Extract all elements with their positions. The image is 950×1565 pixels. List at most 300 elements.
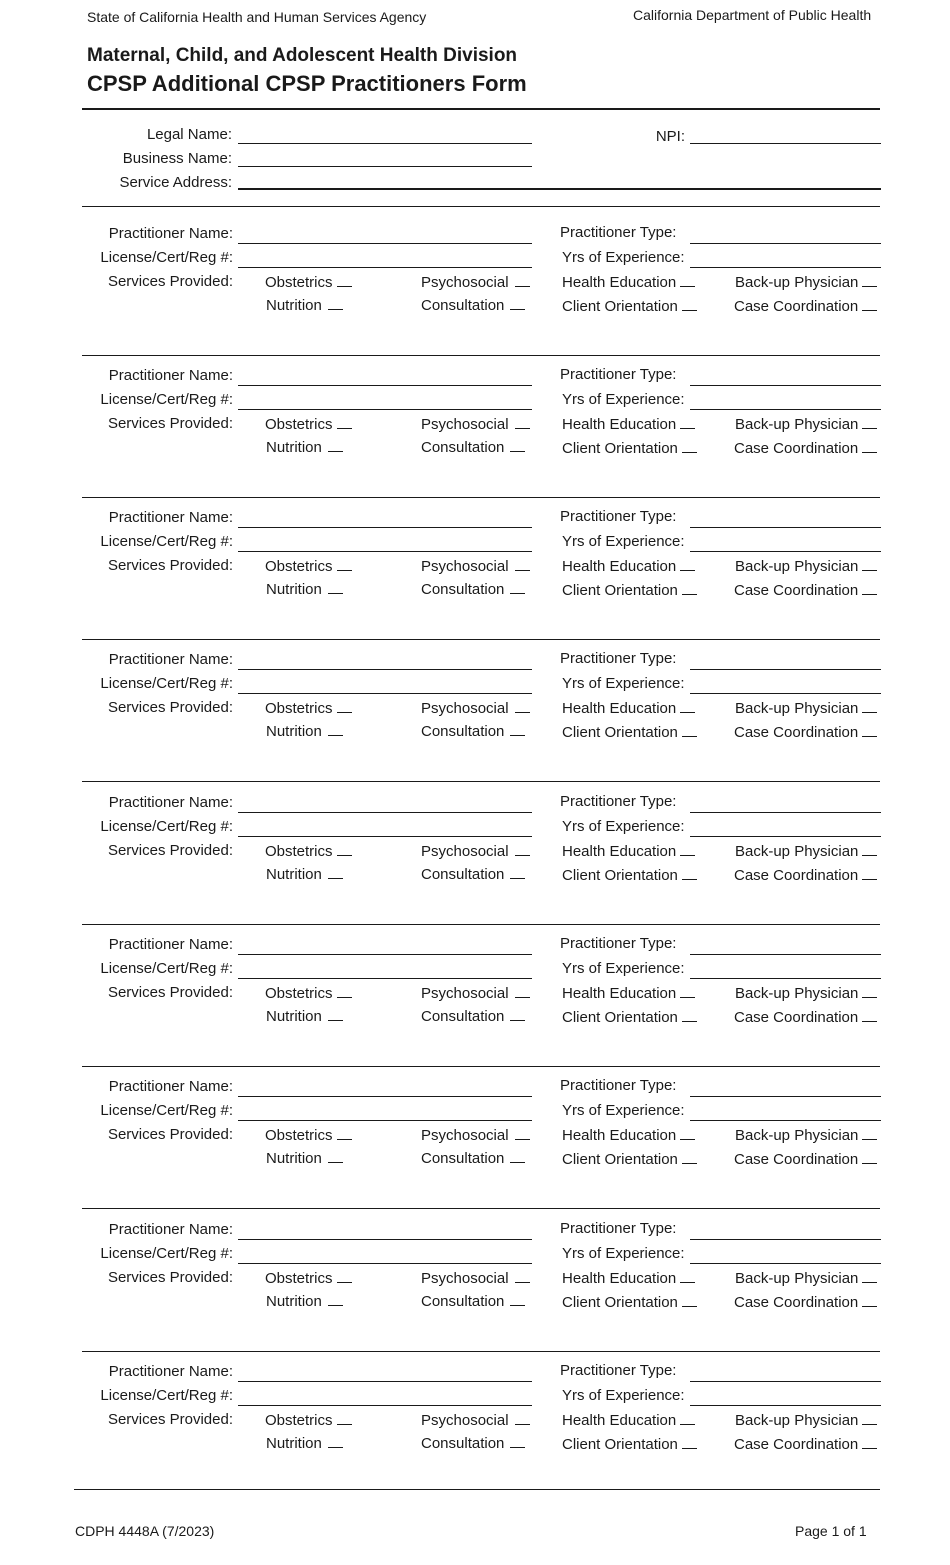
- practitioner-type-label: Practitioner Type:: [560, 224, 677, 241]
- service-psychosocial-checkbox[interactable]: [515, 1127, 530, 1140]
- experience-field[interactable]: [690, 693, 881, 694]
- service-client-orientation-label: Client Orientation: [562, 867, 678, 884]
- practitioner-section: [0, 1066, 950, 1186]
- service-client-orientation-label: Client Orientation: [562, 1436, 678, 1453]
- service-case-coordination-label: Case Coordination: [734, 440, 859, 457]
- experience-label: Yrs of Experience:: [562, 1245, 685, 1262]
- service-psychosocial: [421, 558, 530, 575]
- service-backup-physician-checkbox[interactable]: [862, 985, 877, 998]
- practitioner-name-field[interactable]: [238, 669, 532, 670]
- service-case-coordination: [734, 1151, 877, 1168]
- license-label: License/Cert/Reg #:: [100, 1245, 233, 1262]
- service-consultation-checkbox[interactable]: [510, 581, 525, 594]
- service-nutrition-label: Nutrition: [266, 866, 322, 883]
- service-consultation: [421, 581, 525, 598]
- service-client-orientation-label: Client Orientation: [562, 298, 678, 315]
- license-label: License/Cert/Reg #:: [100, 1102, 233, 1119]
- service-consultation-checkbox[interactable]: [510, 723, 525, 736]
- services-label: Services Provided:: [107, 984, 233, 1001]
- experience-field[interactable]: [690, 978, 881, 979]
- practitioner-name-label: Practitioner Name:: [108, 794, 233, 811]
- service-consultation: [421, 866, 525, 883]
- practitioner-type-label: Practitioner Type:: [560, 1220, 677, 1237]
- service-client-orientation-checkbox[interactable]: [682, 440, 697, 453]
- service-health-education-label: Health Education: [562, 985, 677, 1002]
- service-nutrition-checkbox[interactable]: [328, 1435, 343, 1448]
- service-health-education-checkbox[interactable]: [680, 416, 695, 429]
- service-backup-physician: [735, 558, 877, 575]
- service-nutrition: [266, 297, 343, 314]
- license-label: License/Cert/Reg #:: [100, 818, 233, 835]
- practitioner-name-field[interactable]: [238, 1239, 532, 1240]
- services-label: Services Provided:: [107, 1126, 233, 1143]
- service-case-coordination: [734, 440, 877, 457]
- service-nutrition-checkbox[interactable]: [328, 439, 343, 452]
- service-obstetrics-checkbox[interactable]: [337, 1127, 352, 1140]
- license-label: License/Cert/Reg #:: [100, 391, 233, 408]
- service-obstetrics: [265, 985, 352, 1002]
- service-obstetrics-label: Obstetrics: [265, 700, 333, 717]
- practitioner-name-label: Practitioner Name:: [108, 509, 233, 526]
- services-label: Services Provided:: [107, 557, 233, 574]
- practitioner-type-label: Practitioner Type:: [560, 508, 677, 525]
- service-backup-physician-label: Back-up Physician: [735, 1270, 859, 1287]
- service-nutrition-checkbox[interactable]: [328, 866, 343, 879]
- service-health-education-checkbox[interactable]: [680, 1270, 695, 1283]
- service-client-orientation: [562, 1151, 697, 1168]
- service-obstetrics: [265, 416, 352, 433]
- service-psychosocial-label: Psychosocial: [421, 274, 509, 291]
- experience-field[interactable]: [690, 1405, 881, 1406]
- service-client-orientation: [562, 582, 697, 599]
- experience-label: Yrs of Experience:: [562, 249, 685, 266]
- practitioner-type-label: Practitioner Type:: [560, 793, 677, 810]
- service-obstetrics-checkbox[interactable]: [337, 416, 352, 429]
- service-client-orientation-checkbox[interactable]: [682, 1294, 697, 1307]
- service-obstetrics-checkbox[interactable]: [337, 985, 352, 998]
- service-consultation: [421, 1293, 525, 1310]
- provider-divider: [82, 206, 880, 207]
- service-case-coordination: [734, 724, 877, 741]
- service-client-orientation: [562, 298, 697, 315]
- practitioner-name-field[interactable]: [238, 954, 532, 955]
- practitioner-name-label: Practitioner Name:: [108, 367, 233, 384]
- experience-field[interactable]: [690, 1263, 881, 1264]
- service-consultation: [421, 1150, 525, 1167]
- service-health-education-checkbox[interactable]: [680, 700, 695, 713]
- service-obstetrics-checkbox[interactable]: [337, 1270, 352, 1283]
- service-backup-physician-label: Back-up Physician: [735, 985, 859, 1002]
- service-client-orientation-label: Client Orientation: [562, 440, 678, 457]
- service-health-education: [562, 274, 695, 291]
- services-label: Services Provided:: [107, 1269, 233, 1286]
- business-name-label: Business Name:: [122, 150, 232, 167]
- service-backup-physician-checkbox[interactable]: [862, 558, 877, 571]
- license-field[interactable]: [238, 1405, 532, 1406]
- service-case-coordination-checkbox[interactable]: [862, 1151, 877, 1164]
- service-consultation-checkbox[interactable]: [510, 1150, 525, 1163]
- service-backup-physician-label: Back-up Physician: [735, 416, 859, 433]
- service-psychosocial-checkbox[interactable]: [515, 700, 530, 713]
- bottom-divider: [74, 1489, 880, 1490]
- practitioner-name-field[interactable]: [238, 1381, 532, 1382]
- service-psychosocial-label: Psychosocial: [421, 1127, 509, 1144]
- license-field[interactable]: [238, 551, 532, 552]
- service-health-education-label: Health Education: [562, 416, 677, 433]
- service-case-coordination-checkbox[interactable]: [862, 1294, 877, 1307]
- service-consultation-label: Consultation: [421, 723, 505, 740]
- service-backup-physician-checkbox[interactable]: [862, 1127, 877, 1140]
- practitioner-type-label: Practitioner Type:: [560, 366, 677, 383]
- practitioner-name-label: Practitioner Name:: [108, 936, 233, 953]
- practitioner-type-label: Practitioner Type:: [560, 1362, 677, 1379]
- practitioner-type-field[interactable]: [690, 385, 881, 386]
- practitioner-type-field[interactable]: [690, 669, 881, 670]
- service-case-coordination-checkbox[interactable]: [862, 440, 877, 453]
- practitioner-section: [0, 497, 950, 617]
- service-case-coordination: [734, 867, 877, 884]
- service-client-orientation-checkbox[interactable]: [682, 1151, 697, 1164]
- services-label: Services Provided:: [107, 842, 233, 859]
- service-health-education: [562, 1412, 695, 1429]
- service-psychosocial-checkbox[interactable]: [515, 985, 530, 998]
- services-label: Services Provided:: [107, 415, 233, 432]
- experience-field[interactable]: [690, 836, 881, 837]
- agency-name: State of California Health and Human Services Agency: [87, 9, 427, 25]
- npi-label: NPI:: [655, 128, 685, 145]
- services-label: Services Provided:: [107, 1411, 233, 1428]
- service-backup-physician-checkbox[interactable]: [862, 1270, 877, 1283]
- service-health-education-checkbox[interactable]: [680, 558, 695, 571]
- license-field[interactable]: [238, 978, 532, 979]
- service-psychosocial: [421, 985, 530, 1002]
- service-backup-physician: [735, 416, 877, 433]
- service-obstetrics-checkbox[interactable]: [337, 558, 352, 571]
- service-case-coordination-label: Case Coordination: [734, 1294, 859, 1311]
- service-client-orientation-checkbox[interactable]: [682, 724, 697, 737]
- service-consultation-checkbox[interactable]: [510, 1008, 525, 1021]
- service-case-coordination-checkbox[interactable]: [862, 1009, 877, 1022]
- service-nutrition-checkbox[interactable]: [328, 297, 343, 310]
- service-consultation-checkbox[interactable]: [510, 1293, 525, 1306]
- service-case-coordination-label: Case Coordination: [734, 582, 859, 599]
- service-obstetrics: [265, 843, 352, 860]
- practitioner-name-field[interactable]: [238, 812, 532, 813]
- experience-label: Yrs of Experience:: [562, 960, 685, 977]
- service-backup-physician: [735, 1270, 877, 1287]
- service-backup-physician-label: Back-up Physician: [735, 1127, 859, 1144]
- service-client-orientation-checkbox[interactable]: [682, 298, 697, 311]
- service-health-education: [562, 416, 695, 433]
- service-case-coordination: [734, 1436, 877, 1453]
- service-nutrition-label: Nutrition: [266, 723, 322, 740]
- service-case-coordination-label: Case Coordination: [734, 1009, 859, 1026]
- service-consultation: [421, 1008, 525, 1025]
- service-backup-physician: [735, 274, 877, 291]
- service-nutrition: [266, 1150, 343, 1167]
- service-case-coordination-checkbox[interactable]: [862, 1436, 877, 1449]
- service-case-coordination-label: Case Coordination: [734, 867, 859, 884]
- service-client-orientation-checkbox[interactable]: [682, 1009, 697, 1022]
- practitioner-section: [0, 782, 950, 902]
- experience-label: Yrs of Experience:: [562, 675, 685, 692]
- service-backup-physician-checkbox[interactable]: [862, 416, 877, 429]
- service-backup-physician-label: Back-up Physician: [735, 1412, 859, 1429]
- service-psychosocial-checkbox[interactable]: [515, 416, 530, 429]
- service-obstetrics-label: Obstetrics: [265, 1270, 333, 1287]
- license-field[interactable]: [238, 1120, 532, 1121]
- service-nutrition: [266, 439, 343, 456]
- experience-field[interactable]: [690, 267, 881, 268]
- experience-field[interactable]: [690, 551, 881, 552]
- practitioner-type-field[interactable]: [690, 1381, 881, 1382]
- service-client-orientation: [562, 1009, 697, 1026]
- service-backup-physician-checkbox[interactable]: [862, 274, 877, 287]
- service-obstetrics-checkbox[interactable]: [337, 700, 352, 713]
- service-obstetrics: [265, 558, 352, 575]
- service-case-coordination: [734, 298, 877, 315]
- practitioner-section: [0, 1351, 950, 1471]
- service-consultation-checkbox[interactable]: [510, 297, 525, 310]
- practitioner-section: [0, 639, 950, 759]
- practitioner-name-label: Practitioner Name:: [108, 1221, 233, 1238]
- service-client-orientation-checkbox[interactable]: [682, 582, 697, 595]
- service-case-coordination-checkbox[interactable]: [862, 298, 877, 311]
- service-psychosocial-checkbox[interactable]: [515, 843, 530, 856]
- service-case-coordination: [734, 582, 877, 599]
- practitioner-section: [0, 1209, 950, 1329]
- service-nutrition-label: Nutrition: [266, 1150, 322, 1167]
- service-health-education-label: Health Education: [562, 274, 677, 291]
- practitioner-section: [0, 355, 950, 475]
- service-client-orientation-label: Client Orientation: [562, 582, 678, 599]
- service-health-education-checkbox[interactable]: [680, 985, 695, 998]
- service-health-education: [562, 1270, 695, 1287]
- license-label: License/Cert/Reg #:: [100, 675, 233, 692]
- service-client-orientation: [562, 1436, 697, 1453]
- service-nutrition-label: Nutrition: [266, 1293, 322, 1310]
- service-consultation: [421, 297, 525, 314]
- service-psychosocial-label: Psychosocial: [421, 700, 509, 717]
- practitioner-type-field[interactable]: [690, 243, 881, 244]
- service-nutrition-label: Nutrition: [266, 581, 322, 598]
- service-consultation-checkbox[interactable]: [510, 866, 525, 879]
- service-consultation-checkbox[interactable]: [510, 439, 525, 452]
- service-health-education-checkbox[interactable]: [680, 274, 695, 287]
- service-client-orientation-label: Client Orientation: [562, 1151, 678, 1168]
- service-health-education-label: Health Education: [562, 1127, 677, 1144]
- service-obstetrics-label: Obstetrics: [265, 1127, 333, 1144]
- service-nutrition: [266, 1008, 343, 1025]
- license-label: License/Cert/Reg #:: [100, 960, 233, 977]
- license-label: License/Cert/Reg #:: [100, 249, 233, 266]
- service-backup-physician-label: Back-up Physician: [735, 700, 859, 717]
- service-client-orientation: [562, 1294, 697, 1311]
- service-consultation-label: Consultation: [421, 581, 505, 598]
- service-nutrition-checkbox[interactable]: [328, 723, 343, 736]
- npi-field[interactable]: [690, 143, 881, 144]
- service-backup-physician-checkbox[interactable]: [862, 700, 877, 713]
- service-client-orientation-label: Client Orientation: [562, 1009, 678, 1026]
- service-consultation: [421, 723, 525, 740]
- practitioner-name-label: Practitioner Name:: [108, 1078, 233, 1095]
- practitioner-type-label: Practitioner Type:: [560, 935, 677, 952]
- service-health-education-label: Health Education: [562, 700, 677, 717]
- service-case-coordination-checkbox[interactable]: [862, 582, 877, 595]
- service-client-orientation: [562, 440, 697, 457]
- legal-name-label: Legal Name:: [146, 126, 232, 143]
- form-title: CPSP Additional CPSP Practitioners Form: [87, 71, 527, 96]
- service-nutrition-checkbox[interactable]: [328, 581, 343, 594]
- legal-name-field[interactable]: [238, 143, 532, 144]
- service-case-coordination-checkbox[interactable]: [862, 724, 877, 737]
- practitioner-name-field[interactable]: [238, 385, 532, 386]
- service-backup-physician: [735, 700, 877, 717]
- service-backup-physician-checkbox[interactable]: [862, 1412, 877, 1425]
- service-backup-physician-checkbox[interactable]: [862, 843, 877, 856]
- header-divider: [82, 108, 880, 110]
- service-health-education-checkbox[interactable]: [680, 1127, 695, 1140]
- services-label: Services Provided:: [107, 273, 233, 290]
- service-consultation-label: Consultation: [421, 439, 505, 456]
- experience-field[interactable]: [690, 409, 881, 410]
- service-psychosocial: [421, 843, 530, 860]
- service-psychosocial: [421, 1270, 530, 1287]
- service-nutrition: [266, 1293, 343, 1310]
- service-nutrition: [266, 1435, 343, 1452]
- service-backup-physician-label: Back-up Physician: [735, 274, 859, 291]
- service-consultation-label: Consultation: [421, 297, 505, 314]
- service-psychosocial-checkbox[interactable]: [515, 558, 530, 571]
- service-obstetrics-checkbox[interactable]: [337, 1412, 352, 1425]
- service-psychosocial-checkbox[interactable]: [515, 1270, 530, 1283]
- service-psychosocial-label: Psychosocial: [421, 558, 509, 575]
- service-health-education: [562, 1127, 695, 1144]
- service-case-coordination: [734, 1294, 877, 1311]
- license-field[interactable]: [238, 267, 532, 268]
- service-client-orientation: [562, 724, 697, 741]
- license-field[interactable]: [238, 836, 532, 837]
- service-client-orientation-label: Client Orientation: [562, 724, 678, 741]
- service-psychosocial-label: Psychosocial: [421, 1270, 509, 1287]
- service-obstetrics: [265, 700, 352, 717]
- service-health-education: [562, 985, 695, 1002]
- service-case-coordination-label: Case Coordination: [734, 1436, 859, 1453]
- service-obstetrics-label: Obstetrics: [265, 1412, 333, 1429]
- experience-label: Yrs of Experience:: [562, 533, 685, 550]
- experience-field[interactable]: [690, 1120, 881, 1121]
- service-nutrition-label: Nutrition: [266, 1435, 322, 1452]
- license-field[interactable]: [238, 693, 532, 694]
- practitioner-name-field[interactable]: [238, 527, 532, 528]
- service-psychosocial-label: Psychosocial: [421, 985, 509, 1002]
- service-health-education-label: Health Education: [562, 1270, 677, 1287]
- practitioner-type-field[interactable]: [690, 812, 881, 813]
- service-health-education-label: Health Education: [562, 1412, 677, 1429]
- service-obstetrics: [265, 1270, 352, 1287]
- service-nutrition-checkbox[interactable]: [328, 1293, 343, 1306]
- service-address-label: Service Address:: [119, 174, 232, 191]
- service-psychosocial: [421, 416, 530, 433]
- service-client-orientation: [562, 867, 697, 884]
- practitioner-type-field[interactable]: [690, 527, 881, 528]
- license-field[interactable]: [238, 409, 532, 410]
- service-health-education-label: Health Education: [562, 558, 677, 575]
- service-health-education-checkbox[interactable]: [680, 1412, 695, 1425]
- service-consultation: [421, 439, 525, 456]
- service-case-coordination-checkbox[interactable]: [862, 867, 877, 880]
- service-psychosocial-checkbox[interactable]: [515, 1412, 530, 1425]
- service-nutrition-label: Nutrition: [266, 439, 322, 456]
- practitioner-type-field[interactable]: [690, 1239, 881, 1240]
- service-obstetrics-checkbox[interactable]: [337, 843, 352, 856]
- service-psychosocial: [421, 1127, 530, 1144]
- service-health-education-label: Health Education: [562, 843, 677, 860]
- service-case-coordination-label: Case Coordination: [734, 1151, 859, 1168]
- service-psychosocial-checkbox[interactable]: [515, 274, 530, 287]
- service-backup-physician: [735, 843, 877, 860]
- service-consultation-label: Consultation: [421, 1008, 505, 1025]
- license-field[interactable]: [238, 1263, 532, 1264]
- license-label: License/Cert/Reg #:: [100, 533, 233, 550]
- practitioner-type-field[interactable]: [690, 1096, 881, 1097]
- service-case-coordination-label: Case Coordination: [734, 298, 859, 315]
- service-nutrition-checkbox[interactable]: [328, 1150, 343, 1163]
- practitioner-name-label: Practitioner Name:: [108, 651, 233, 668]
- service-client-orientation-checkbox[interactable]: [682, 1436, 697, 1449]
- practitioner-type-field[interactable]: [690, 954, 881, 955]
- service-consultation-label: Consultation: [421, 1150, 505, 1167]
- service-consultation-label: Consultation: [421, 1435, 505, 1452]
- service-nutrition-label: Nutrition: [266, 1008, 322, 1025]
- practitioner-name-label: Practitioner Name:: [108, 225, 233, 242]
- service-consultation: [421, 1435, 525, 1452]
- page-number: Page 1 of 1: [795, 1523, 867, 1539]
- service-nutrition: [266, 581, 343, 598]
- service-psychosocial-label: Psychosocial: [421, 1412, 509, 1429]
- practitioner-name-label: Practitioner Name:: [108, 1363, 233, 1380]
- service-consultation-checkbox[interactable]: [510, 1435, 525, 1448]
- service-obstetrics-label: Obstetrics: [265, 985, 333, 1002]
- service-case-coordination-label: Case Coordination: [734, 724, 859, 741]
- service-nutrition: [266, 866, 343, 883]
- business-name-field[interactable]: [238, 166, 532, 167]
- service-psychosocial: [421, 274, 530, 291]
- service-backup-physician-label: Back-up Physician: [735, 558, 859, 575]
- form-number: CDPH 4448A (7/2023): [75, 1523, 215, 1539]
- service-obstetrics-checkbox[interactable]: [337, 274, 352, 287]
- service-psychosocial: [421, 1412, 530, 1429]
- service-backup-physician: [735, 1127, 877, 1144]
- services-label: Services Provided:: [107, 699, 233, 716]
- service-psychosocial: [421, 700, 530, 717]
- service-nutrition-label: Nutrition: [266, 297, 322, 314]
- service-obstetrics: [265, 274, 352, 291]
- experience-label: Yrs of Experience:: [562, 818, 685, 835]
- license-label: License/Cert/Reg #:: [100, 1387, 233, 1404]
- service-health-education-checkbox[interactable]: [680, 843, 695, 856]
- service-address-field[interactable]: [238, 188, 881, 190]
- practitioner-name-field[interactable]: [238, 243, 532, 244]
- service-consultation-label: Consultation: [421, 866, 505, 883]
- service-client-orientation-label: Client Orientation: [562, 1294, 678, 1311]
- practitioner-name-field[interactable]: [238, 1096, 532, 1097]
- service-client-orientation-checkbox[interactable]: [682, 867, 697, 880]
- service-backup-physician: [735, 985, 877, 1002]
- service-obstetrics-label: Obstetrics: [265, 558, 333, 575]
- division-title: Maternal, Child, and Adolescent Health Division: [87, 45, 518, 66]
- service-nutrition-checkbox[interactable]: [328, 1008, 343, 1021]
